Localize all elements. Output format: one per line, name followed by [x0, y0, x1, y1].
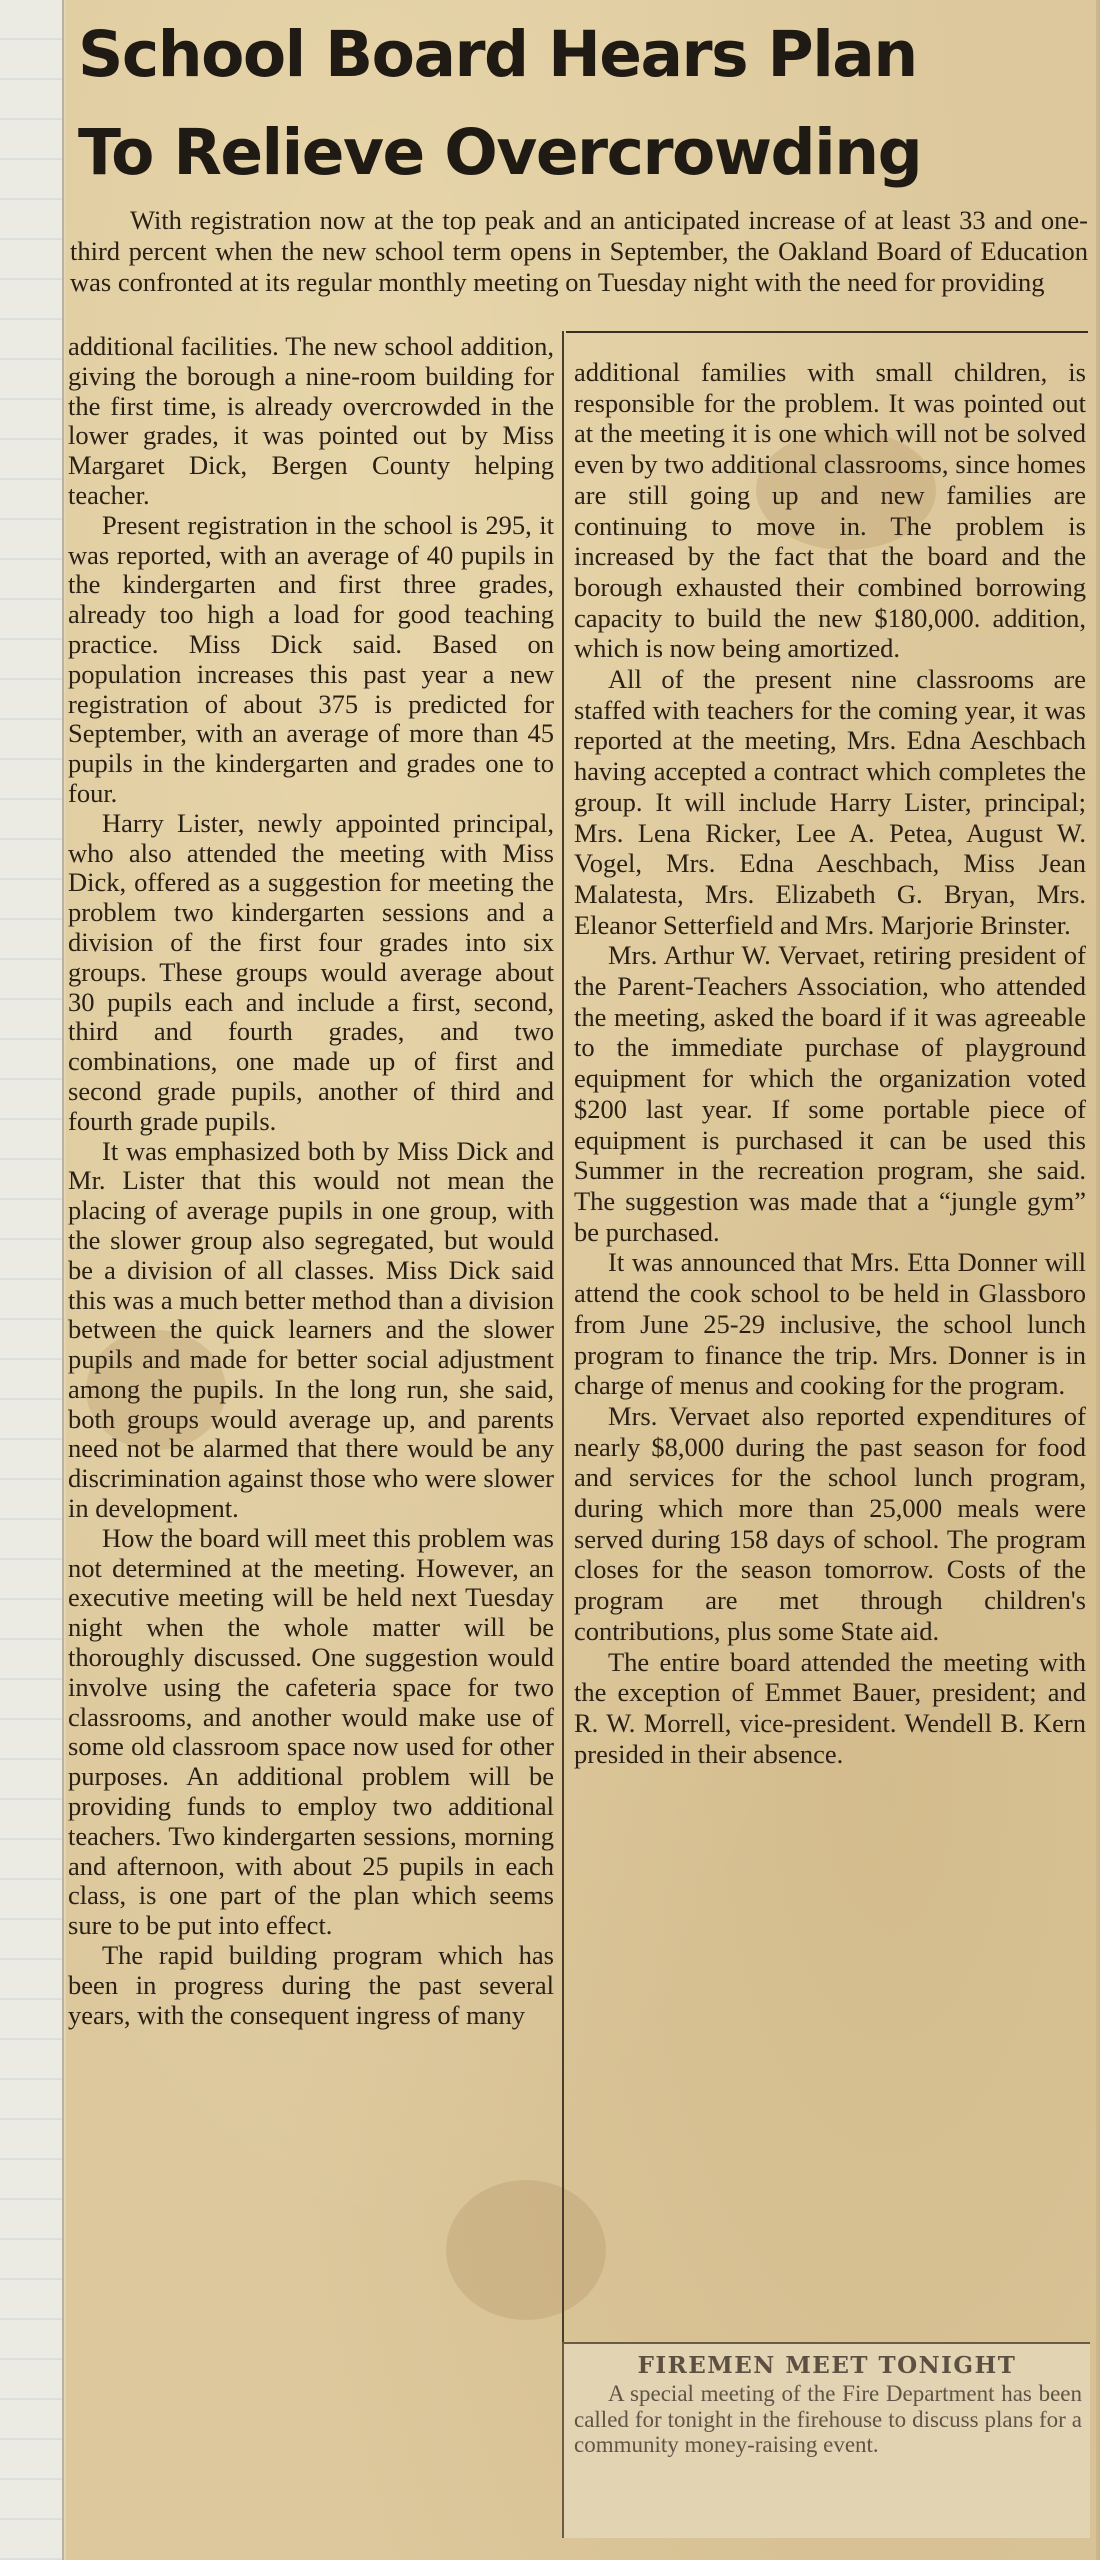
right-paragraph: It was announced that Mrs. Etta Donner will attend the cook school to be held in Glassboro from June 25-29 inclusive, the school lunch program to finance the trip. Mrs. Donner is in charge of menus and cooking for the program. [574, 1247, 1086, 1401]
headline [78, 6, 1088, 202]
right-column [574, 357, 1086, 1769]
notebook-page-edge [0, 0, 64, 2560]
column-rule-horizontal [566, 331, 1088, 333]
left-paragraph: How the board will meet this problem was not determined at the meeting. However, an executive meeting will be held next Tuesday night when the whole matter will be thoroughly discussed. One suggestion would involve using the cafeteria space for two classrooms, and another would make use of some old classroom space now used for other purposes. An additional problem will be providing funds to employ two additional teachers. Two kindergarten sessions, morning and afternoon, with about 25 pupils in each class, is one part of the plan which seems sure to be put into effect. [68, 1522, 554, 1941]
column-rule-vertical [562, 331, 564, 2536]
brief-body: A special meeting of the Fire Department has been called for tonight in the firehouse to discuss plans for a community money-raising event. [574, 2381, 1082, 2457]
right-paragraph: Mrs. Vervaet also reported expenditures of nearly $8,000 during the past season for food and services for the school lunch program, during which more than 25,000 meals were served during 158 days of school. The program closes for the season tomorrow. Costs of the program are met through children's contributions, plus some State aid. [574, 1400, 1086, 1646]
right-paragraph: additional families with small children, is responsible for the problem. It was pointed out at the meeting it is one which will not be solved even by two additional classrooms, since homes are still going up and new families are continuing to move in. The problem is increased by the fact that the board and the borough exhausted their combined borrowing capacity to build the new $180,000. addition, which is now being amortized. [574, 357, 1086, 664]
news-brief-box [562, 2342, 1090, 2538]
right-paragraph: The entire board attended the meeting with the exception of Emmet Bauer, president; and R. W. Morrell, vice-president. Wendell B. Kern presided in their absence. [574, 1646, 1086, 1769]
left-paragraph: It was emphasized both by Miss Dick and Mr. Lister that this would not mean the placing of average pupils in one group, with the slower group also segregated, but would be a division of all classes. Miss Dick said this was a much better method than a division between the quick learners and the slower pupils and made for better social adjustment among the pupils. In the long run, she said, both groups would average up, and parents need not be alarmed that there would be any discrimination against those who were slower in development. [68, 1135, 554, 1524]
lead-paragraph: With registration now at the top peak and an anticipated increase of at least 33 and one-third percent when the new school term opens in September, the Oakland Board of Education was confronted at its regular monthly meeting on Tuesday night with the need for providing [70, 205, 1088, 297]
right-paragraph: All of the present nine classrooms are staffed with teachers for the coming year, it was reported at the meeting, Mrs. Edna Aeschbach having accepted a contract which completes the group. It will include Harry Lister, principal; Mrs. Lena Ricker, Lee A. Petea, August W. Vogel, Mrs. Edna Aeschbach, Miss Jean Malatesta, Mrs. Elizabeth G. Bryan, Mrs. Eleanor Setterfield and Mrs. Marjorie Brinster. [574, 664, 1086, 940]
paper-stain [446, 2180, 606, 2320]
left-paragraph: Present registration in the school is 295, it was reported, with an average of 40 pupils in the kindergarten and first three grades, already too high a load for good teaching practice. Miss Dick said. Based on population increases this past year a new registration of about 375 is predicted for September, with an average of more than 45 pupils in the kindergarten and grades one to four. [68, 509, 554, 808]
headline-line-1: School Board Hears Plan [78, 18, 917, 91]
headline-line-2: To Relieve Overcrowding [78, 116, 922, 189]
left-paragraph: Harry Lister, newly appointed principal, who also attended the meeting with Miss Dick, offered as a suggestion for meeting the problem two kindergarten sessions and a division of the first four grades into six groups. These groups would average about 30 pupils each and include a first, second, third and fourth grades, and two combinations, one made up of first and second grade pupils, another of third and fourth grade pupils. [68, 807, 554, 1136]
left-paragraph: The rapid building program which has been in progress during the past several years, with the consequent ingress of many [68, 1940, 554, 2030]
left-paragraph: additional facilities. The new school addition, giving the borough a nine-room building for the first time, is already overcrowded in the lower grades, it was pointed out by Miss Margaret Dick, Bergen County helping teacher. [68, 331, 554, 510]
right-paragraph: Mrs. Arthur W. Vervaet, retiring president of the Parent-Teachers Association, who attended the meeting, asked the board if it was agreeable to the immediate purchase of playground equipment for which the organization voted $200 last year. If some portable piece of equipment is purchased it can be used this Summer in the recreation program, she said. The suggestion was made that a “jungle gym” be purchased. [574, 940, 1086, 1247]
brief-title: FIREMEN MEET TONIGHT [637, 2352, 1017, 2379]
left-column [68, 332, 554, 2030]
